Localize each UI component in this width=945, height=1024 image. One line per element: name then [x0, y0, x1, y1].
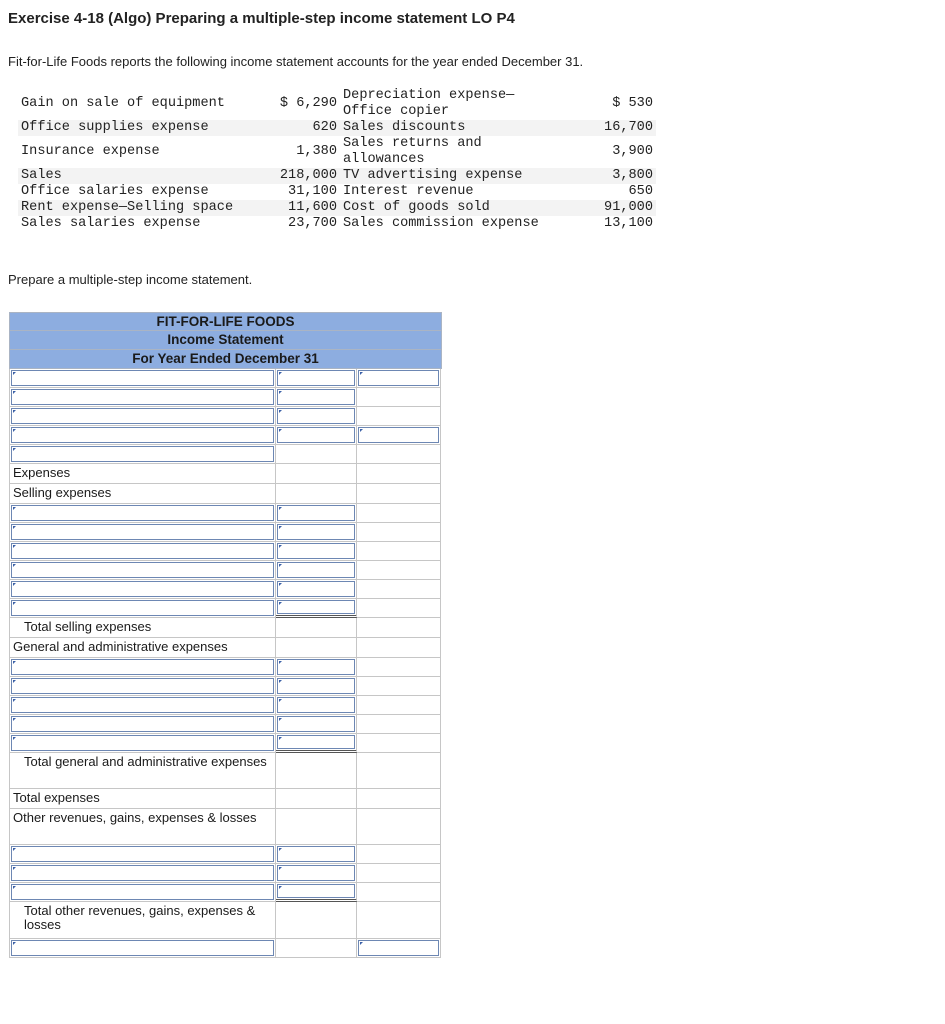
- account-value: 23,700: [288, 216, 337, 231]
- amount-col2-cell: [357, 388, 441, 407]
- statement-row: [9, 809, 442, 845]
- account-name: Sales returns and allowances: [343, 136, 482, 167]
- account-name-input[interactable]: [11, 846, 274, 862]
- amount-col1-cell: [276, 599, 357, 618]
- amount-col1-cell: [276, 902, 357, 939]
- accounts-table: [18, 88, 656, 232]
- line-item-cell: [10, 638, 276, 658]
- statement-row: [9, 369, 442, 388]
- account-row: [18, 184, 656, 200]
- section-label: General and administrative expenses: [13, 639, 228, 654]
- statement-row: [9, 883, 442, 902]
- amount-input[interactable]: [277, 389, 355, 405]
- account-value: 3,800: [564, 168, 656, 184]
- amount-col1-cell: [276, 864, 357, 883]
- amount-col2-cell: [357, 845, 441, 864]
- amount-input[interactable]: [277, 678, 355, 694]
- statement-row: [9, 445, 442, 464]
- statement-row: [9, 464, 442, 484]
- line-item-cell: [10, 599, 276, 618]
- amount-col1-cell: [276, 638, 357, 658]
- amount-col2-cell: [357, 864, 441, 883]
- line-item-cell: [10, 809, 276, 845]
- line-item-cell: [10, 902, 276, 939]
- line-item-cell: [10, 939, 276, 958]
- statement-row: [9, 523, 442, 542]
- account-name: Cost of goods sold: [340, 200, 564, 216]
- amount-col1-cell: [276, 426, 357, 445]
- account-name-input[interactable]: [11, 524, 274, 540]
- account-value: $ 6,290: [279, 96, 337, 111]
- account-value: 1,380: [296, 144, 337, 159]
- statement-row: [9, 677, 442, 696]
- account-name: Office salaries expense: [21, 184, 209, 199]
- statement-row: [9, 484, 442, 504]
- line-item-cell: [10, 864, 276, 883]
- amount-col2-cell: [357, 789, 441, 809]
- statement-row: [9, 789, 442, 809]
- line-item-cell: [10, 753, 276, 789]
- account-value: 13,100: [604, 216, 653, 231]
- section-label: Selling expenses: [13, 485, 112, 500]
- account-name-input[interactable]: [11, 505, 274, 521]
- line-item-cell: [10, 715, 276, 734]
- amount-col1-cell: [276, 407, 357, 426]
- account-row: [18, 136, 656, 168]
- account-row: [18, 88, 656, 120]
- statement-row: [9, 939, 442, 958]
- exercise-title: Exercise 4-18 (Algo) Preparing a multiple-step income statement LO P4: [8, 10, 515, 27]
- account-name-input[interactable]: [11, 543, 274, 559]
- account-row: [18, 200, 656, 216]
- amount-col2-cell: [357, 939, 441, 958]
- statement-row: [9, 715, 442, 734]
- line-item-cell: [10, 523, 276, 542]
- amount-col2-cell: [357, 638, 441, 658]
- income-statement-form: [9, 312, 442, 958]
- amount-col1-cell: [276, 845, 357, 864]
- statement-period: For Year Ended December 31: [9, 350, 442, 369]
- amount-input[interactable]: [277, 659, 355, 675]
- amount-col1-cell: [276, 542, 357, 561]
- account-name-input[interactable]: [11, 678, 274, 694]
- line-item-cell: [10, 369, 276, 388]
- amount-input[interactable]: [277, 846, 355, 862]
- account-value: 218,000: [266, 168, 340, 184]
- amount-col2-cell: [357, 658, 441, 677]
- account-name-input[interactable]: [11, 427, 274, 443]
- statement-row: [9, 542, 442, 561]
- account-name: Interest revenue: [343, 184, 474, 199]
- amount-col2-cell: [357, 523, 441, 542]
- amount-col2-cell: [357, 407, 441, 426]
- amount-col1-cell: [276, 715, 357, 734]
- account-name-input[interactable]: [11, 735, 274, 751]
- line-item-cell: [10, 426, 276, 445]
- amount-input[interactable]: [277, 600, 355, 614]
- line-item-cell: [10, 464, 276, 484]
- account-name-input[interactable]: [11, 600, 274, 616]
- statement-row: [9, 845, 442, 864]
- statement-row: [9, 407, 442, 426]
- amount-col2-cell: [357, 618, 441, 638]
- amount-input[interactable]: [277, 505, 355, 521]
- account-name: Sales salaries expense: [21, 216, 201, 231]
- statement-row: [9, 696, 442, 715]
- statement-title: Income Statement: [9, 331, 442, 350]
- amount-col2-cell: [357, 753, 441, 789]
- line-item-cell: [10, 407, 276, 426]
- amount-col1-cell: [276, 883, 357, 902]
- amount-col2-cell: [357, 445, 441, 464]
- amount-col1-cell: [276, 523, 357, 542]
- amount-col1-cell: [276, 445, 357, 464]
- amount-col1-cell: [276, 388, 357, 407]
- line-item-cell: [10, 845, 276, 864]
- amount-input[interactable]: [277, 370, 355, 386]
- statement-row: [9, 388, 442, 407]
- amount-col2-cell: [357, 464, 441, 484]
- statement-row: [9, 734, 442, 753]
- line-item-cell: [10, 561, 276, 580]
- line-item-cell: [10, 696, 276, 715]
- instruction-text: Prepare a multiple-step income statement.: [8, 272, 253, 287]
- statement-row: [9, 658, 442, 677]
- line-item-cell: [10, 677, 276, 696]
- account-name-input[interactable]: [11, 716, 274, 732]
- line-item-cell: [10, 734, 276, 753]
- amount-input[interactable]: [277, 716, 355, 732]
- amount-input[interactable]: [277, 735, 355, 749]
- amount-col2-cell: [357, 504, 441, 523]
- line-item-cell: [10, 580, 276, 599]
- account-name: Gain on sale of equipment: [21, 96, 225, 111]
- section-label: Total general and administrative expenses: [24, 754, 267, 769]
- statement-row: [9, 753, 442, 789]
- account-value: 11,600: [266, 200, 340, 216]
- amount-col2-cell: [357, 484, 441, 504]
- amount-input[interactable]: [277, 562, 355, 578]
- amount-col2-cell: [357, 809, 441, 845]
- account-name-input[interactable]: [11, 562, 274, 578]
- account-name: Insurance expense: [21, 144, 160, 159]
- line-item-cell: [10, 789, 276, 809]
- amount-col1-cell: [276, 939, 357, 958]
- amount-input[interactable]: [277, 543, 355, 559]
- account-name-input[interactable]: [11, 408, 274, 424]
- account-value: 650: [628, 184, 653, 199]
- amount-input[interactable]: [277, 427, 355, 443]
- line-item-cell: [10, 445, 276, 464]
- account-row: [18, 216, 656, 232]
- amount-col1-cell: [276, 696, 357, 715]
- line-item-cell: [10, 618, 276, 638]
- amount-col1-cell: [276, 753, 357, 789]
- section-label: Total selling expenses: [24, 619, 152, 634]
- amount-col1-cell: [276, 580, 357, 599]
- amount-input[interactable]: [277, 524, 355, 540]
- amount-col1-cell: [276, 789, 357, 809]
- amount-col2-cell: [357, 902, 441, 939]
- account-name-input[interactable]: [11, 884, 274, 900]
- account-name-input[interactable]: [11, 389, 274, 405]
- amount-input[interactable]: [358, 940, 439, 956]
- section-label: Total expenses: [13, 790, 100, 805]
- amount-col2-cell: [357, 426, 441, 445]
- account-name: Sales: [18, 168, 266, 184]
- amount-input[interactable]: [277, 581, 355, 597]
- amount-col1-cell: [276, 809, 357, 845]
- amount-input[interactable]: [277, 884, 355, 898]
- amount-input[interactable]: [277, 865, 355, 881]
- statement-row: [9, 580, 442, 599]
- amount-col2-cell: [357, 715, 441, 734]
- statement-row: [9, 618, 442, 638]
- account-value: 91,000: [564, 200, 656, 216]
- amount-col2-cell: [357, 580, 441, 599]
- account-value: 620: [266, 120, 340, 136]
- amount-col1-cell: [276, 734, 357, 753]
- amount-col2-cell: [357, 696, 441, 715]
- amount-col1-cell: [276, 369, 357, 388]
- statement-row: [9, 638, 442, 658]
- account-row: [18, 168, 656, 184]
- account-name: TV advertising expense: [340, 168, 564, 184]
- line-item-cell: [10, 388, 276, 407]
- amount-input[interactable]: [358, 370, 439, 386]
- account-row: [18, 120, 656, 136]
- amount-col1-cell: [276, 677, 357, 696]
- amount-col1-cell: [276, 561, 357, 580]
- section-label: Total other revenues, gains, expenses & losses: [24, 903, 256, 932]
- statement-row: [9, 426, 442, 445]
- amount-col1-cell: [276, 464, 357, 484]
- statement-row: [9, 561, 442, 580]
- statement-row: [9, 504, 442, 523]
- account-name-input[interactable]: [11, 659, 274, 675]
- account-value: 16,700: [564, 120, 656, 136]
- account-name: Sales commission expense: [343, 216, 539, 231]
- amount-input[interactable]: [358, 427, 439, 443]
- section-label: Other revenues, gains, expenses & losses: [13, 810, 257, 825]
- account-name: Rent expense—Selling space: [18, 200, 266, 216]
- line-item-cell: [10, 504, 276, 523]
- line-item-cell: [10, 883, 276, 902]
- amount-col2-cell: [357, 883, 441, 902]
- account-name: Sales discounts: [340, 120, 564, 136]
- company-name: FIT-FOR-LIFE FOODS: [9, 312, 442, 331]
- statement-row: [9, 864, 442, 883]
- account-name-input[interactable]: [11, 865, 274, 881]
- amount-col1-cell: [276, 484, 357, 504]
- line-item-cell: [10, 484, 276, 504]
- account-value: 31,100: [288, 184, 337, 199]
- amount-col1-cell: [276, 504, 357, 523]
- amount-col2-cell: [357, 734, 441, 753]
- line-item-cell: [10, 542, 276, 561]
- amount-col2-cell: [357, 677, 441, 696]
- amount-col2-cell: [357, 599, 441, 618]
- account-name: Office supplies expense: [18, 120, 266, 136]
- amount-col1-cell: [276, 658, 357, 677]
- amount-input[interactable]: [277, 697, 355, 713]
- account-value: $ 530: [612, 96, 653, 111]
- exercise-intro: Fit-for-Life Foods reports the following income statement accounts for the year ended December 31.: [8, 54, 584, 69]
- account-name-input[interactable]: [11, 697, 274, 713]
- account-name-input[interactable]: [11, 581, 274, 597]
- amount-input[interactable]: [277, 408, 355, 424]
- section-label: Expenses: [13, 465, 71, 480]
- amount-col2-cell: [357, 542, 441, 561]
- account-name-input[interactable]: [11, 446, 274, 462]
- statement-row: [9, 902, 442, 939]
- line-item-cell: [10, 658, 276, 677]
- amount-col2-cell: [357, 369, 441, 388]
- statement-row: [9, 599, 442, 618]
- amount-col1-cell: [276, 618, 357, 638]
- account-value: 3,900: [612, 144, 653, 159]
- account-name-input[interactable]: [11, 370, 274, 386]
- amount-col2-cell: [357, 561, 441, 580]
- account-name-input[interactable]: [11, 940, 274, 956]
- account-name: Depreciation expense—Office copier: [343, 88, 515, 119]
- statement-rows: [9, 369, 442, 958]
